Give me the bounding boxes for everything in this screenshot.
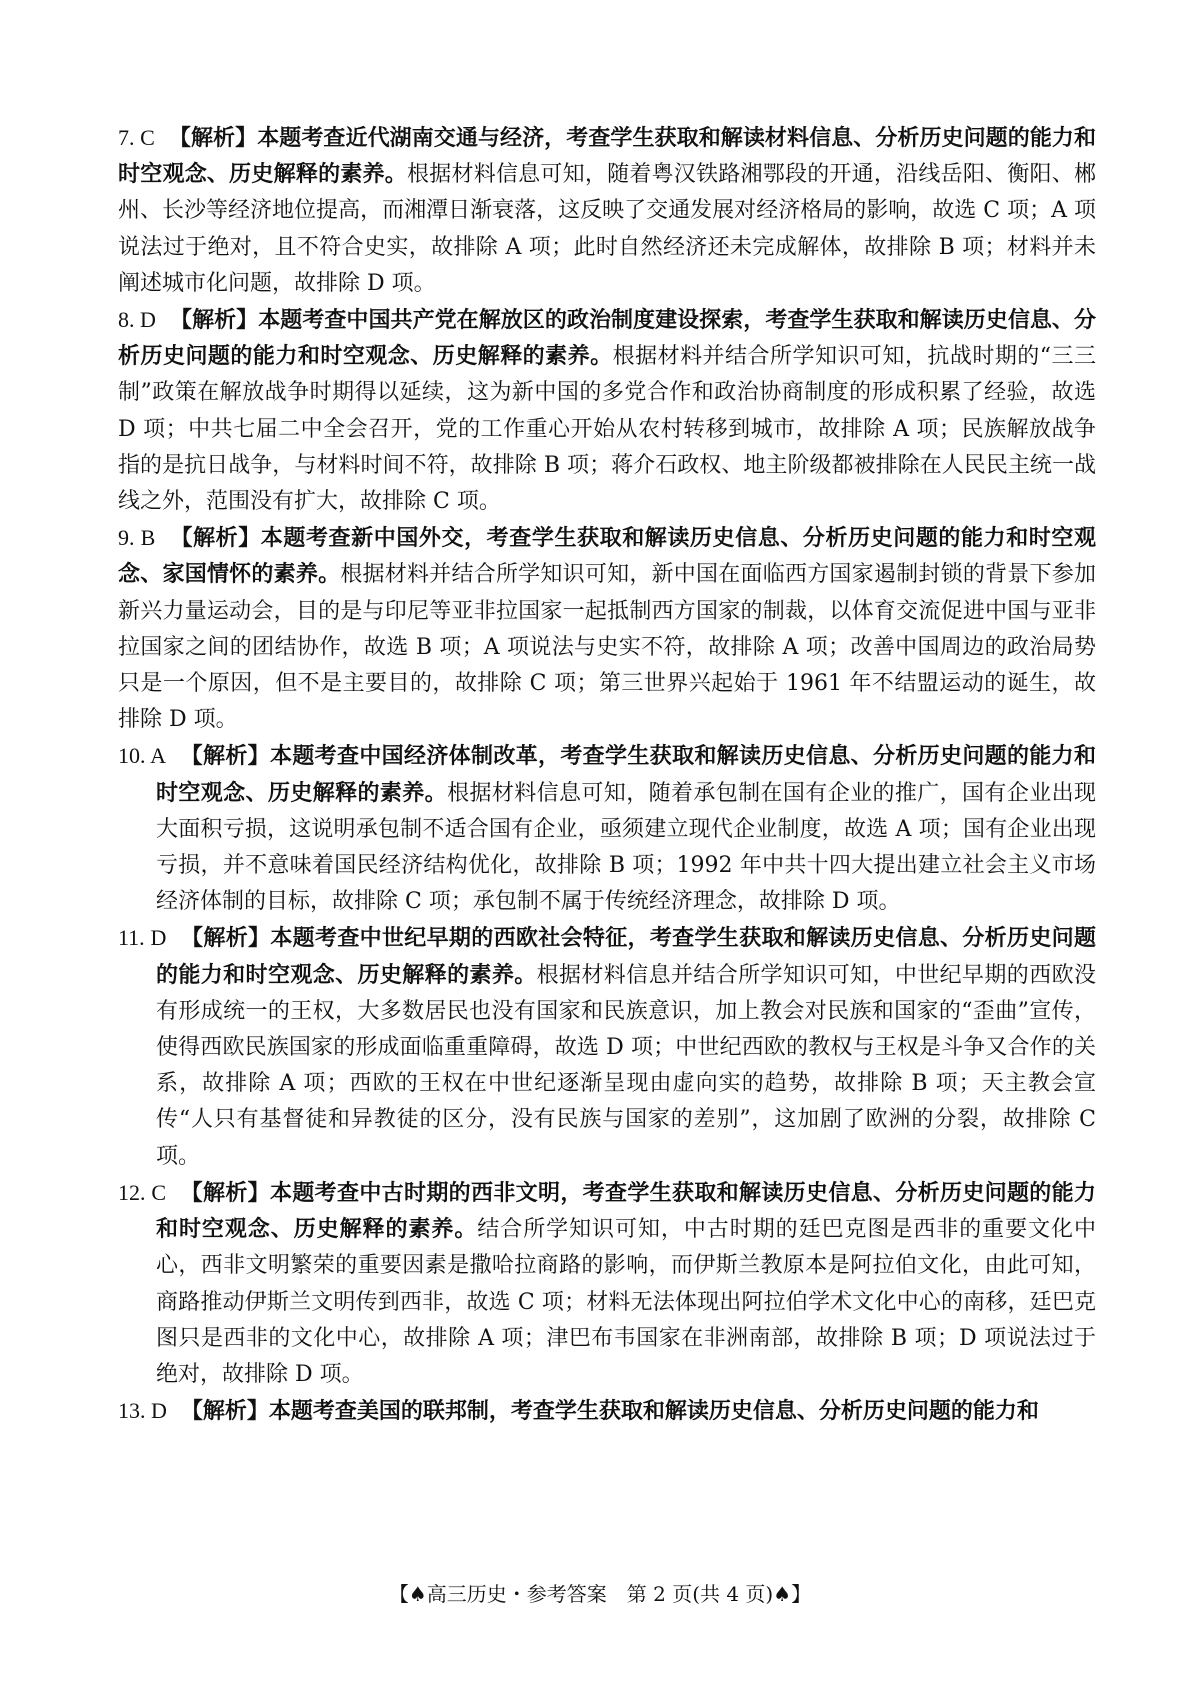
analysis-tag: 【解析】 bbox=[180, 744, 271, 770]
analysis-lead: 本题考查近代湖南交通与经济，考查学生获取和解读材料信息、分析历史问题的能力和时空观念、历史解释的素养。 bbox=[118, 126, 1096, 188]
question-number: 10. A bbox=[118, 743, 167, 769]
answer-item-10 bbox=[118, 738, 1096, 920]
analysis-lead: 本题考查中国经济体制改革，考查学生获取和解读历史信息、分析历史问题的能力和时空观念、历史解释的素养。 bbox=[156, 744, 1096, 806]
analysis-tag: 【解析】 bbox=[170, 526, 261, 552]
answer-item-9 bbox=[118, 520, 1096, 738]
analysis-tag: 【解析】 bbox=[168, 126, 258, 151]
analysis-body: 根据材料并结合所学知识可知，抗战时期的“三三制”政策在解放战争时期得以延续，这为新中国的多党合作和政治协商制度的形成积累了经验，故选 D 项；中共七届二中全会召开，党的工作重心开始从农村转移到城市，故排除 A 项；民族解放战争指的是抗日战争，与材料时间不符，故排除 B 项；蒋介石政权、地主阶级都被排除在人民民主统一战线之外，范围没有扩大，故排除 C 项。 bbox=[118, 344, 1096, 515]
question-number: 7. C bbox=[118, 125, 155, 150]
analysis-body: 根据材料信息可知，随着承包制在国有企业的推广，国有企业出现大面积亏损，这说明承包制不适合国有企业，亟须建立现代企业制度，故选 A 项；国有企业出现亏损，并不意味着国民经济结构优化，故排除 B 项；1992 年中共十四大提出建立社会主义市场经济体制的目标，故排除 C 项；承包制不属于传统经济理念，故排除 D 项。 bbox=[156, 780, 1096, 915]
question-number: 9. B bbox=[118, 525, 156, 551]
analysis-lead: 本题考查中国共产党在解放区的政治制度建设探索，考查学生获取和解读历史信息、分析历史问题的能力和时空观念、历史解释的素养。 bbox=[118, 308, 1096, 370]
spade-icon: ♠ bbox=[408, 1582, 427, 1606]
answer-item-13 bbox=[118, 1393, 1096, 1430]
analysis-body: 结合所学知识可知，中古时期的廷巴克图是西非的重要文化中心，西非文明繁荣的重要因素是撒哈拉商路的影响，而伊斯兰教原本是阿拉伯文化，由此可知，商路推动伊斯兰文明传到西非，故选 C 项；材料无法体现出阿拉伯学术文化中心的南移，廷巴克图只是西非的文化中心，故排除 A 项；津巴布韦国家在非洲南部，故排除 B 项；D 项说法过于绝对，故排除 D 项。 bbox=[156, 1217, 1096, 1387]
analysis-lead: 本题考查新中国外交，考查学生获取和解读历史信息、分析历史问题的能力和时空观念、家国情怀的素养。 bbox=[118, 526, 1096, 588]
answer-item-8 bbox=[118, 302, 1096, 520]
footer-right-bracket: 】 bbox=[791, 1582, 812, 1606]
analysis-body: 根据材料信息并结合所学知识可知，中世纪早期的西欧没有形成统一的王权，大多数居民也没有国家和民族意识，加上教会对民族和国家的“歪曲”宣传，使得西欧民族国家的形成面临重重障碍，故选 D 项；中世纪西欧的教权与王权是斗争又合作的关系，故排除 A 项；西欧的王权在中世纪逐渐呈现由虚向实的趋势，故排除 B 项；天主教会宣传“人只有基督徒和异教徒的区分，没有民族与国家的差别”，这加剧了欧洲的分裂，故排除 C 项。 bbox=[156, 962, 1096, 1169]
analysis-lead: 本题考查美国的联邦制，考查学生获取和解读历史信息、分析历史问题的能力和 bbox=[268, 1399, 1039, 1425]
analysis-lead: 本题考查中古时期的西非文明，考查学生获取和解读历史信息、分析历史问题的能力和时空观念、历史解释的素养。 bbox=[156, 1180, 1096, 1243]
analysis-tag: 【解析】 bbox=[180, 1399, 269, 1425]
footer-text: 高三历史・参考答案 第 2 页(共 4 页) bbox=[426, 1582, 774, 1606]
question-number: 13. D bbox=[118, 1398, 167, 1424]
footer-left-bracket: 【 bbox=[388, 1582, 409, 1606]
analysis-tag: 【解析】 bbox=[170, 308, 259, 334]
question-number: 11. D bbox=[118, 925, 167, 951]
analysis-lead: 本题考查中世纪早期的西欧社会特征，考查学生获取和解读历史信息、分析历史问题的能力和时空观念、历史解释的素养。 bbox=[156, 926, 1096, 988]
spade-icon: ♠ bbox=[773, 1582, 792, 1606]
analysis-tag: 【解析】 bbox=[181, 926, 271, 952]
answer-item-7 bbox=[118, 120, 1096, 302]
answer-item-11 bbox=[118, 920, 1096, 1174]
analysis-body: 根据材料信息可知，随着粤汉铁路湘鄂段的开通，沿线岳阳、衡阳、郴州、长沙等经济地位提高，而湘潭日渐衰落，这反映了交通发展对经济格局的影响，故选 C 项；A 项说法过于绝对，且不符合史实，故排除 A 项；此时自然经济还未完成解体，故排除 B 项；材料并未阐述城市化问题，故排除 D 项。 bbox=[118, 162, 1096, 296]
answer-item-12 bbox=[118, 1175, 1096, 1393]
analysis-tag: 【解析】 bbox=[180, 1180, 271, 1206]
answer-page bbox=[118, 120, 1096, 1430]
question-number: 12. C bbox=[118, 1179, 167, 1205]
page-footer bbox=[0, 1578, 1200, 1607]
analysis-body: 根据材料并结合所学知识可知，新中国在面临西方国家遏制封锁的背景下参加新兴力量运动会，目的是与印尼等亚非拉国家一起抵制西方国家的制裁，以体育交流促进中国与亚非拉国家之间的团结协作，故选 B 项；A 项说法与史实不符，故排除 A 项；改善中国周边的政治局势只是一个原因，但不是主要目的，故排除 C 项；第三世界兴起始于 1961 年不结盟运动的诞生，故排除 D 项。 bbox=[118, 562, 1096, 733]
question-number: 8. D bbox=[118, 307, 156, 333]
